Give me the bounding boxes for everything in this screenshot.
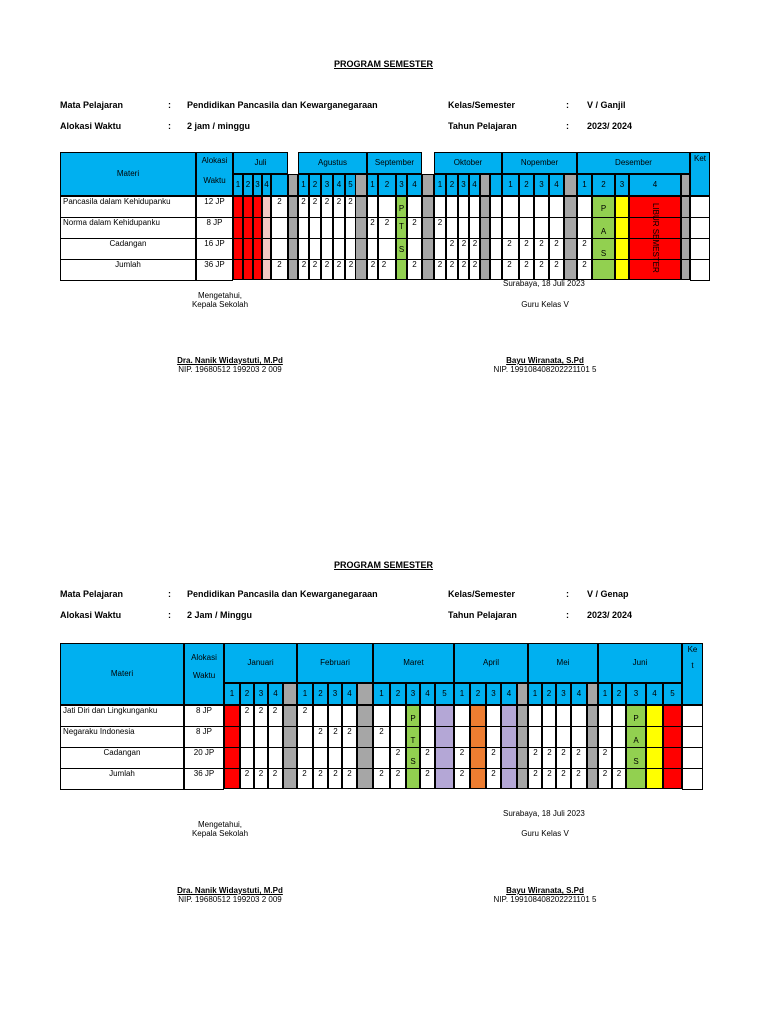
week-number [288,174,298,196]
ket-cell [690,238,710,260]
mark: 2 [336,197,342,206]
month-header: Februari [297,643,373,683]
mark: 2 [381,260,387,269]
week-number: 1 [297,683,313,705]
mark: 2 [539,260,544,269]
row-line [224,726,682,727]
mark: 2 [461,239,467,248]
week-number: 3 [396,174,407,196]
mark: 2 [301,260,307,269]
month-header: Maret [373,643,454,683]
mengetahui-label: Mengetahui, [197,291,243,300]
mark: 2 [524,260,529,269]
week-number: 3 [321,174,333,196]
header-alokasi-line1: Alokasi [201,156,228,165]
mark: 2 [348,197,353,206]
mark: 2 [547,769,552,778]
libur-semester-label: LIBUR SEMESTER [651,203,660,273]
month-header: Juli [233,152,288,174]
month-header: Oktober [434,152,502,174]
pas-letter: P [600,204,607,213]
pts-letter: S [410,757,416,766]
week-number: 3 [615,174,629,196]
mark: 2 [449,239,455,248]
mark: 2 [437,218,443,227]
month-header: Nopember [502,152,577,174]
week-number: 4 [342,683,357,705]
header-ket [682,643,703,705]
mapel-label: Mata Pelajaran [60,100,124,110]
pts-letter: P [410,714,416,723]
mark: 2 [554,260,559,269]
week-number [271,174,288,196]
kepala-nip: NIP. 19680512 199203 2 009 [178,895,282,904]
materi-label: Jati Diri dan Lingkunganku [63,706,158,715]
mapel-label: Mata Pelajaran [60,589,124,599]
jp-label: 16 JP [204,239,225,248]
guru-label: Guru Kelas V [521,300,569,309]
colon: : [168,121,171,131]
week-number: 1 [502,174,519,196]
header-alokasi-line1: Alokasi [191,653,217,662]
alokasi-label: Alokasi Waktu [60,610,122,620]
mark: 2 [384,218,390,227]
week-number: 2 [519,174,534,196]
mark: 2 [425,748,430,757]
row-line [233,217,690,218]
week-number: 4 [407,174,422,196]
week-number: 4 [629,174,681,196]
jp-label: 20 JP [193,748,215,757]
pts-letter: T [410,736,416,745]
mark: 2 [302,706,308,715]
week-number: 5 [435,683,454,705]
guru-nip: NIP. 199108408202221101 5 [493,365,597,374]
kelas-label: Kelas/Semester [448,589,516,599]
week-number: 3 [406,683,420,705]
mark: 2 [576,769,581,778]
week-number [587,683,598,705]
mark: 2 [547,748,552,757]
guru-nip: NIP. 199108408202221101 5 [493,895,597,904]
week-number: 3 [556,683,571,705]
week-number: 3 [458,174,469,196]
week-number: 5 [663,683,682,705]
pas-letter: A [600,227,607,236]
mark: 2 [412,260,417,269]
week-number: 3 [328,683,342,705]
week-number: 2 [313,683,328,705]
mark: 2 [336,260,342,269]
mark: 2 [472,260,478,269]
mark: 2 [602,748,608,757]
week-number: 2 [390,683,406,705]
week-number: 1 [434,174,446,196]
header-ket-line2: t [691,661,694,670]
alokasi-value: 2 jam / minggu [187,121,251,131]
week-number: 4 [646,683,663,705]
mark: 2 [258,769,264,778]
header-ket: Ket [690,152,710,196]
week-number: 2 [446,174,458,196]
week-number [517,683,528,705]
mark: 2 [318,727,323,736]
mark: 2 [324,260,330,269]
mark: 2 [533,748,538,757]
colon: : [566,610,569,620]
week-number: 3 [254,683,268,705]
colon: : [566,589,569,599]
mark: 2 [333,769,338,778]
kepala-name: Dra. Nanik Widaystuti, M.Pd [177,356,283,365]
month-header: Agustus [298,152,367,174]
mark: 2 [347,769,352,778]
ket-cell [682,726,703,748]
tahun-label: Tahun Pelajaran [448,121,517,131]
pas-letter: P [633,714,639,723]
mark: 2 [312,197,318,206]
week-number: 2 [309,174,321,196]
week-number: 1 [598,683,612,705]
materi-label: Negaraku Indonesia [63,727,135,736]
mark: 2 [244,706,250,715]
row-line [224,747,682,748]
week-number: 1 [233,174,243,196]
mark: 2 [472,239,478,248]
tahun-value: 2023/ 2024 [587,610,633,620]
ket-cell [682,747,703,769]
materi-label: Cadangan [109,239,147,248]
mark: 2 [379,727,384,736]
mark: 2 [539,239,544,248]
mark: 2 [461,260,467,269]
week-number: 2 [243,174,253,196]
mark: 2 [459,748,465,757]
tahun-label: Tahun Pelajaran [448,610,517,620]
week-number: 2 [542,683,556,705]
materi-label: Jumlah [109,769,135,778]
pts-letter: S [398,245,405,254]
jp-label: 12 JP [204,197,225,206]
mark: 2 [277,260,282,269]
week-number [422,174,434,196]
header-alokasi-line2: Waktu [192,671,216,680]
week-number: 1 [298,174,309,196]
week-number [283,683,297,705]
jp-label: 8 JP [195,706,212,715]
page-title: PROGRAM SEMESTER [334,59,434,69]
mark: 2 [412,218,417,227]
materi-label: Pancasila dalam Kehidupanku [63,197,171,206]
mark: 2 [258,706,264,715]
guru-name: Bayu Wiranata, S.Pd [506,886,584,895]
mark: 2 [324,197,330,206]
materi-label: Norma dalam Kehidupanku [63,218,160,227]
pts-letter: T [399,222,404,231]
colon: : [566,121,569,131]
sign-date: Surabaya, 18 Juli 2023 [503,809,585,818]
jp-label: 8 JP [195,727,212,736]
mark: 2 [425,769,430,778]
week-number: 3 [534,174,549,196]
month-header: Januari [224,643,297,683]
tahun-value: 2023/ 2024 [587,121,633,131]
week-number: 2 [240,683,254,705]
week-number: 4 [268,683,283,705]
week-number: 1 [528,683,542,705]
pas-letter: A [633,736,639,745]
mark: 2 [491,748,496,757]
mark: 2 [272,769,278,778]
mark: 2 [395,748,401,757]
mark: 2 [272,706,278,715]
month-header: Juni [598,643,682,683]
mark: 2 [437,260,443,269]
kelas-value: V / Ganjil [587,100,626,110]
mark: 2 [379,769,384,778]
ket-cell [682,768,703,790]
kelas-value: V / Genap [587,589,629,599]
alokasi-value: 2 Jam / Minggu [187,610,253,620]
ket-cell [690,217,710,239]
mark: 2 [459,769,465,778]
week-number: 2 [470,683,486,705]
mark: 2 [554,239,559,248]
mark: 2 [582,260,587,269]
kepala-nip: NIP. 19680512 199203 2 009 [178,365,282,374]
week-number: 2 [592,174,615,196]
mark: 2 [491,769,496,778]
jp-label: 36 JP [204,260,225,269]
month-header: April [454,643,528,683]
guru-name: Bayu Wiranata, S.Pd [506,356,584,365]
colon: : [566,100,569,110]
sign-date: Surabaya, 18 Juli 2023 [503,279,585,288]
mark: 2 [507,260,512,269]
header-alokasi [184,643,224,705]
mark: 2 [507,239,512,248]
week-number: 3 [486,683,501,705]
mark: 2 [561,769,566,778]
mark: 2 [533,769,538,778]
header-materi: Materi [60,152,196,196]
week-number [681,174,690,196]
mengetahui-label: Mengetahui, [197,820,243,829]
mark: 2 [370,260,376,269]
page-title: PROGRAM SEMESTER [334,560,434,570]
guru-label: Guru Kelas V [521,829,569,838]
mapel-value: Pendidikan Pancasila dan Kewarganegaraan [187,100,378,110]
mark: 2 [449,260,455,269]
pas-letter: S [633,757,639,766]
mark: 2 [561,748,566,757]
mark: 2 [301,197,306,206]
week-number: 1 [224,683,240,705]
week-number: 3 [253,174,262,196]
mark: 2 [312,260,318,269]
mark: 2 [348,260,354,269]
mark: 2 [602,769,608,778]
week-number: 1 [577,174,592,196]
kepala-name: Dra. Nanik Widaystuti, M.Pd [177,886,283,895]
mark: 2 [616,769,622,778]
header-ket-line1: Ke [687,645,698,654]
mark: 2 [244,769,250,778]
mark: 2 [347,727,352,736]
week-number [480,174,490,196]
ket-cell [682,705,703,727]
colon: : [168,100,171,110]
mark: 2 [576,748,581,757]
mark: 2 [395,769,401,778]
jp-label: 36 JP [193,769,215,778]
week-number [564,174,577,196]
mark: 2 [333,727,338,736]
month-header: Desember [577,152,690,174]
mark: 2 [318,769,323,778]
materi-label: Cadangan [103,748,141,757]
ket-cell [690,196,710,218]
month-header: September [367,152,422,174]
materi-label: Jumlah [115,260,141,269]
month-header: Mei [528,643,598,683]
pas-letter: S [600,249,607,258]
mark: 2 [370,218,375,227]
pts-letter: P [398,204,405,213]
alokasi-label: Alokasi Waktu [60,121,122,131]
jp-label: 8 JP [206,218,223,227]
week-number: 4 [262,174,271,196]
week-number: 4 [549,174,564,196]
week-number [355,174,367,196]
header-materi: Materi [60,643,184,705]
week-number: 4 [333,174,345,196]
mapel-value: Pendidikan Pancasila dan Kewarganegaraan [187,589,378,599]
week-number: 4 [420,683,435,705]
colon: : [168,589,171,599]
colon: : [168,610,171,620]
mark: 2 [277,197,282,206]
week-number [490,174,502,196]
week-number: 4 [571,683,587,705]
week-number: 1 [454,683,470,705]
week-number: 1 [367,174,378,196]
kepala-label: Kepala Sekolah [191,829,249,838]
header-alokasi [196,152,233,196]
week-number: 4 [501,683,517,705]
mark: 2 [302,769,307,778]
kelas-label: Kelas/Semester [448,100,516,110]
header-alokasi-line2: Waktu [203,176,226,185]
kepala-label: Kepala Sekolah [191,300,249,309]
week-number: 2 [612,683,626,705]
mark: 2 [524,239,529,248]
week-number [357,683,373,705]
week-number: 3 [626,683,646,705]
ket-cell [690,259,710,281]
week-number: 1 [373,683,390,705]
week-number: 2 [378,174,396,196]
week-number: 5 [345,174,356,196]
mark: 2 [582,239,587,248]
week-number: 4 [469,174,480,196]
